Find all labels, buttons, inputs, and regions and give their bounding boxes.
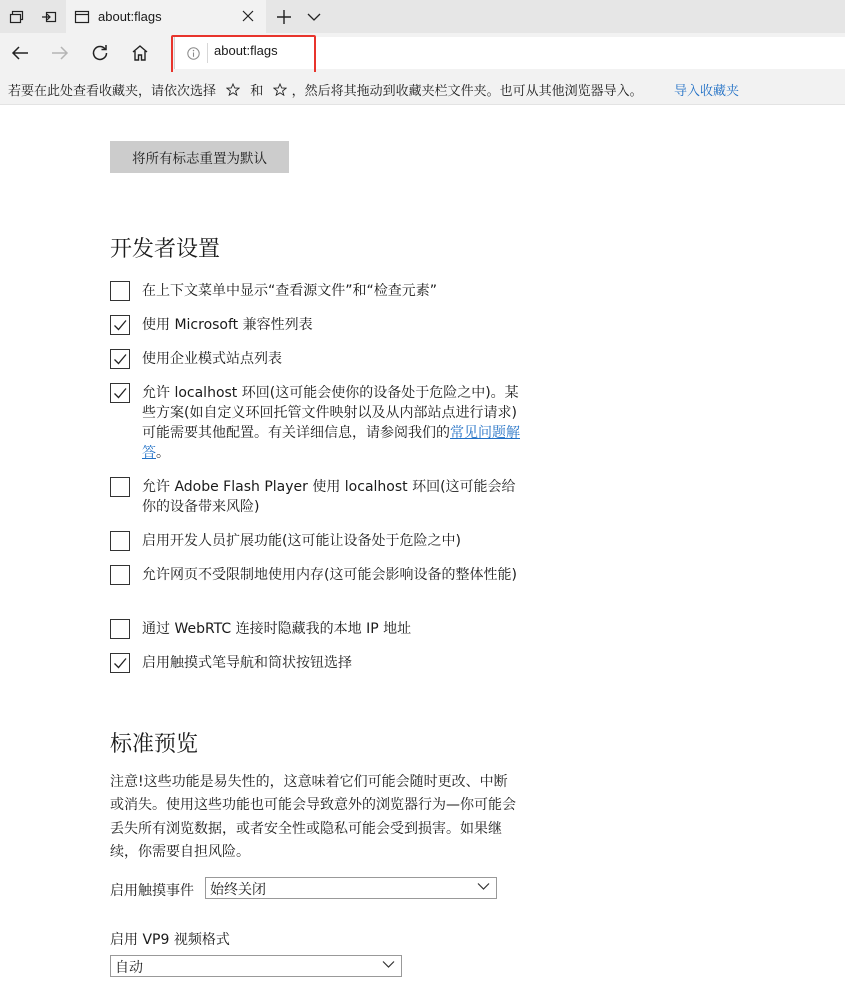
refresh-button[interactable] bbox=[86, 39, 114, 67]
tabs-aside-icon bbox=[9, 9, 25, 25]
vp9-label: 启用 VP9 视频格式 bbox=[110, 932, 230, 948]
hint-text-2: 和 bbox=[250, 84, 264, 99]
flag-checkbox[interactable] bbox=[110, 619, 130, 639]
flag-label-text: 启用触摸式笔导航和筒状按钮选择 bbox=[142, 655, 352, 671]
vp9-select[interactable] bbox=[110, 955, 402, 977]
flag-checkbox[interactable] bbox=[110, 653, 130, 673]
tab-title: about:flags bbox=[98, 9, 162, 24]
new-tab-button[interactable] bbox=[270, 0, 298, 33]
developer-settings-title: 开发者设置 bbox=[110, 237, 221, 262]
flag-label bbox=[142, 315, 527, 335]
flag-label-text: 在上下文菜单中显示“查看源文件”和“检查元素” bbox=[142, 283, 438, 299]
refresh-icon bbox=[91, 44, 109, 62]
star-lines-icon bbox=[273, 83, 287, 96]
flag-label-text: 允许 Adobe Flash Player 使用 localhost 环回(这可能会给你的设备带来风险) bbox=[142, 479, 516, 515]
set-aside-icon bbox=[41, 9, 57, 25]
url-text[interactable]: about:flags bbox=[214, 43, 278, 58]
import-favorites-link[interactable]: 导入收藏夹 bbox=[674, 84, 740, 99]
flag-label bbox=[142, 477, 527, 517]
flag-checkbox[interactable] bbox=[110, 281, 130, 301]
tab-about-flags[interactable] bbox=[66, 0, 266, 33]
chevron-down-icon bbox=[477, 882, 490, 891]
flag-checkbox[interactable] bbox=[110, 565, 130, 585]
touch-events-label: 启用触摸事件 bbox=[110, 883, 194, 899]
flag-checkbox[interactable] bbox=[110, 383, 130, 403]
navigation-bar bbox=[0, 33, 845, 72]
flag-label bbox=[142, 531, 527, 551]
arrow-left-icon bbox=[11, 45, 29, 61]
flag-label-text: 允许 localhost 环回(这可能会使你的设备处于危险之中)。某些方案(如自定义环回托管文件映射以及从内部站点进行请求)可能需要其他配置。有关详细信息，请参阅我们的 bbox=[142, 385, 519, 441]
home-icon bbox=[131, 44, 149, 62]
back-button[interactable] bbox=[6, 39, 34, 67]
flag-label bbox=[142, 281, 527, 301]
flag-label-text: 通过 WebRTC 连接时隐藏我的本地 IP 地址 bbox=[142, 621, 412, 637]
star-outline-icon bbox=[226, 83, 240, 96]
flag-label bbox=[142, 383, 527, 463]
favorites-hint bbox=[8, 80, 643, 99]
home-button[interactable] bbox=[126, 39, 154, 67]
arrow-right-icon bbox=[51, 45, 69, 61]
flag-label-suffix: 。 bbox=[156, 445, 170, 461]
flag-label bbox=[142, 653, 527, 673]
tab-manager-button[interactable] bbox=[0, 0, 33, 33]
tab-preview-button[interactable] bbox=[300, 0, 328, 33]
checkmark-icon bbox=[112, 317, 128, 333]
close-tab-button[interactable] bbox=[240, 8, 256, 24]
volatility-notice: 注意!这些功能是易失性的，这意味着它们可能会随时更改、中断或消失。使用这些功能也可能会导致意外的浏览器行为—你可能会丢失所有浏览数据，或者安全性或隐私可能会受到损害。如果继续，你需要自担风险。 bbox=[110, 774, 516, 860]
tab-strip bbox=[0, 0, 845, 33]
chevron-down-icon bbox=[307, 12, 321, 22]
checkmark-icon bbox=[112, 655, 128, 671]
standard-preview-title: 标准预览 bbox=[110, 732, 199, 757]
flag-label-text: 使用企业模式站点列表 bbox=[142, 351, 282, 367]
vp9-value: 自动 bbox=[115, 960, 143, 976]
close-icon bbox=[242, 10, 254, 22]
flag-label-text: 使用 Microsoft 兼容性列表 bbox=[142, 317, 313, 333]
flag-label bbox=[142, 619, 527, 639]
faq-link[interactable]: 常见问题解答 bbox=[142, 425, 520, 461]
touch-events-value: 始终关闭 bbox=[210, 882, 266, 898]
flag-checkbox[interactable] bbox=[110, 315, 130, 335]
flag-checkbox[interactable] bbox=[110, 531, 130, 551]
hint-text-3: ，然后将其拖动到收藏夹栏文件夹。也可从其他浏览器导入。 bbox=[291, 84, 643, 99]
flag-checkbox[interactable] bbox=[110, 477, 130, 497]
page-icon bbox=[74, 9, 90, 25]
touch-events-select[interactable] bbox=[205, 877, 497, 899]
set-tabs-aside-button[interactable] bbox=[33, 0, 65, 33]
favorites-bar bbox=[0, 72, 845, 105]
hint-text-1: 若要在此处查看收藏夹，请依次选择 bbox=[8, 84, 217, 99]
flag-label-text: 允许网页不受限制地使用内存(这可能会影响设备的整体性能) bbox=[142, 567, 517, 583]
reset-all-flags-button[interactable]: 将所有标志重置为默认 bbox=[110, 141, 289, 173]
plus-icon bbox=[277, 10, 291, 24]
checkmark-icon bbox=[112, 351, 128, 367]
flag-checkbox[interactable] bbox=[110, 349, 130, 369]
flag-label bbox=[142, 565, 527, 585]
chevron-down-icon bbox=[382, 960, 395, 969]
forward-button[interactable] bbox=[46, 39, 74, 67]
flag-label-text: 启用开发人员扩展功能(这可能让设备处于危险之中) bbox=[142, 533, 461, 549]
checkmark-icon bbox=[112, 385, 128, 401]
flag-label bbox=[142, 349, 527, 369]
